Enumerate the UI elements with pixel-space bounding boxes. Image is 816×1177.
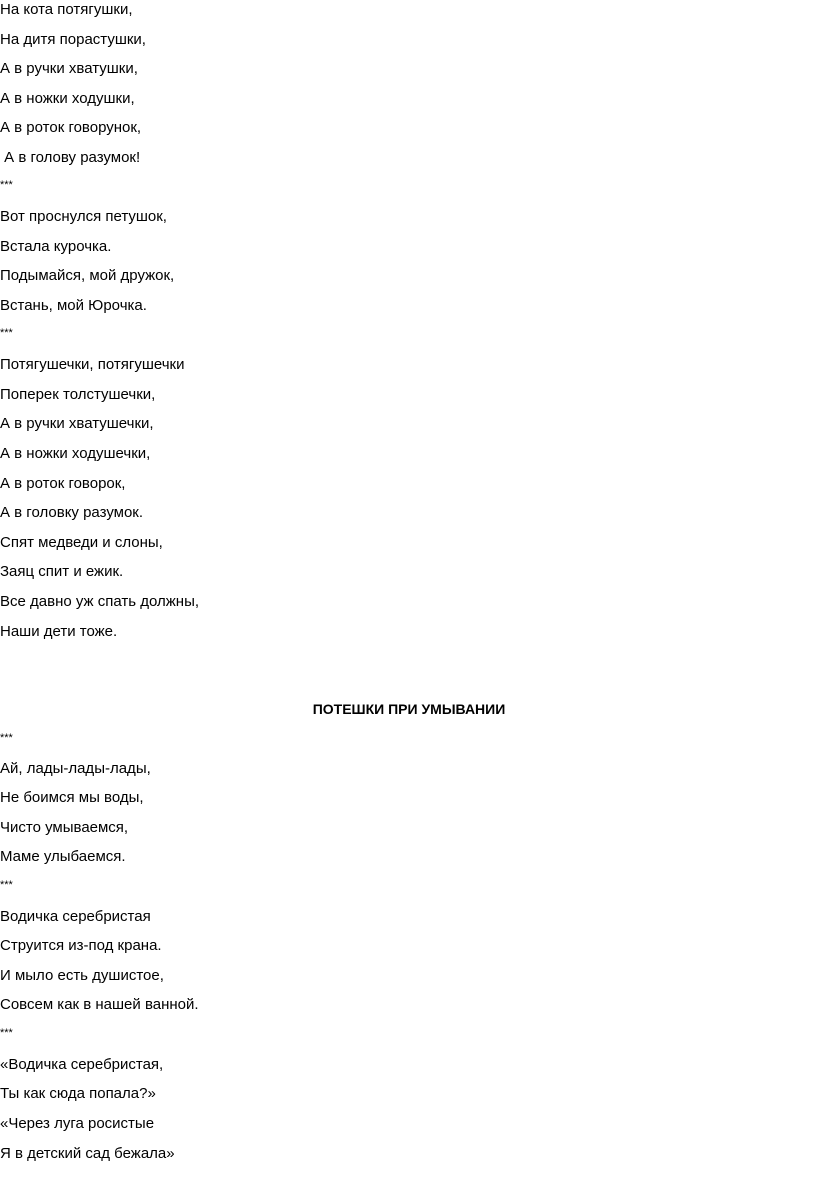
stanza-separator: *** xyxy=(0,179,13,191)
poem-line: Подымайся, мой дружок, xyxy=(0,267,175,284)
poem-line: Чисто умываемся, xyxy=(0,819,129,836)
poem-line: Ай, лады-лады-лады, xyxy=(0,760,151,777)
poem-line: А в головку разумок. xyxy=(0,504,144,521)
poem-line: Водичка серебристая xyxy=(0,908,151,925)
poem-line: Совсем как в нашей ванной. xyxy=(0,996,199,1013)
poem-line: Спят медведи и слоны, xyxy=(0,534,163,551)
poem-line: Встала курочка. xyxy=(0,238,112,255)
poem-line: Ты как сюда попала?» xyxy=(0,1085,156,1102)
stanza-separator: *** xyxy=(0,732,13,744)
poem-line: Наши дети тоже. xyxy=(0,623,118,640)
stanza-separator: *** xyxy=(0,879,13,891)
poem-line: Заяц спит и ежик. xyxy=(0,563,124,580)
poem-line: Не боимся мы воды, xyxy=(0,789,144,806)
poem-line: Маме улыбаемся. xyxy=(0,848,126,865)
stanza-separator: *** xyxy=(0,327,13,339)
section-heading-text: ПОТЕШКИ ПРИ УМЫВАНИИ xyxy=(312,701,506,717)
poem-line: На дитя порастушки, xyxy=(0,31,146,48)
poem-line: А в роток говорунок, xyxy=(0,119,142,136)
poem-line: Вот проснулся петушок, xyxy=(0,208,167,225)
poem-line: Все давно уж спать должны, xyxy=(0,593,200,610)
poem-line: «Водичка серебристая, xyxy=(0,1056,164,1073)
poem-line: А в голову разумок! xyxy=(0,149,141,166)
section-heading xyxy=(0,699,816,719)
poem-line: На кота потягушки, xyxy=(0,1,133,18)
poem-line: А в ножки ходушечки, xyxy=(0,445,151,462)
poem-line: Потягушечки, потягушечки xyxy=(0,356,185,373)
poem-line: А в роток говорок, xyxy=(0,475,126,492)
poem-line: А в ножки ходушки, xyxy=(0,90,135,107)
poem-line: Я в детский сад бежала» xyxy=(0,1145,175,1162)
poem-line: Встань, мой Юрочка. xyxy=(0,297,147,314)
poem-line: Поперек толстушечки, xyxy=(0,386,156,403)
poem-line: «Через луга росистые xyxy=(0,1115,155,1132)
poem-line: А в ручки хватушки, xyxy=(0,60,138,77)
poem-line: А в ручки хватушечки, xyxy=(0,415,154,432)
stanza-separator: *** xyxy=(0,1027,13,1039)
poem-line: И мыло есть душистое, xyxy=(0,967,164,984)
poem-line: Струится из-под крана. xyxy=(0,937,162,954)
